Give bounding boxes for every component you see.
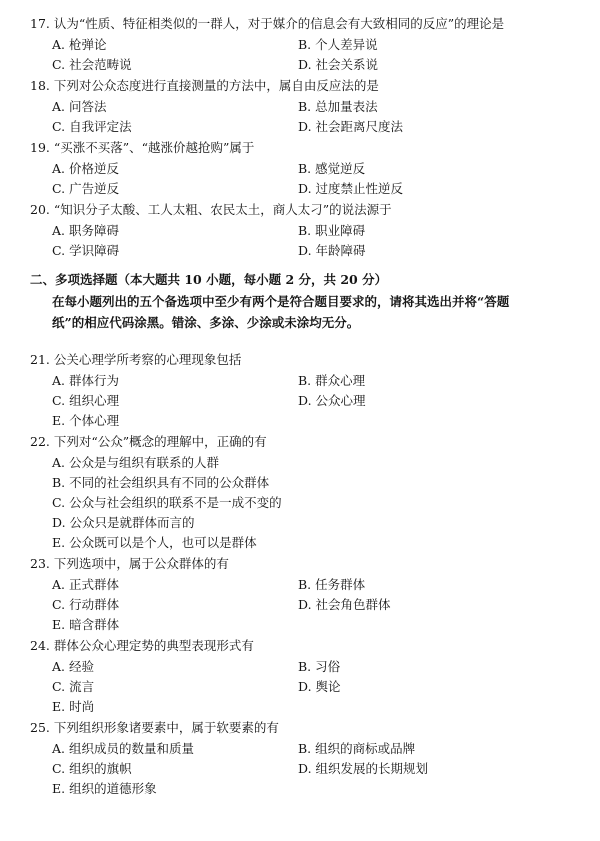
question-18-stem: 18. 下列对公众态度进行直接测量的方法中，属自由反应法的是 (30, 78, 379, 93)
question-22-option-a: A. 公众是与组织有联系的人群 (52, 455, 219, 470)
question-19-option-a: A. 价格逆反 (52, 161, 119, 176)
section-2-instruction-line-2: 纸”的相应代码涂黑。错涂、多涂、少涂或未涂均无分。 (52, 315, 360, 330)
question-23-option-a: A. 正式群体 (52, 577, 119, 592)
question-20-stem: 20. “知识分子太酸、工人太粗、农民太土，商人太刁”的说法源于 (30, 202, 392, 217)
section-2-instruction-line-1: 在每小题列出的五个备选项中至少有两个是符合题目要求的，请将其选出并将“答题 (52, 294, 510, 309)
question-25-option-e: E. 组织的道德形象 (52, 781, 157, 796)
question-23-option-d: D. 社会角色群体 (298, 597, 391, 612)
question-23-option-e: E. 暗含群体 (52, 617, 120, 632)
question-24-option-a: A. 经验 (52, 659, 94, 674)
question-20-option-a: A. 职务障碍 (52, 223, 119, 238)
question-25-option-b: B. 组织的商标或品牌 (298, 741, 416, 756)
question-22-option-d: D. 公众只是就群体而言的 (52, 515, 195, 530)
question-17-option-c: C. 社会范畴说 (52, 57, 132, 72)
question-22-option-b: B. 不同的社会组织具有不同的公众群体 (52, 475, 270, 490)
question-24-option-e: E. 时尚 (52, 699, 95, 714)
question-17-option-d: D. 社会关系说 (298, 57, 379, 72)
question-18-option-c: C. 自我评定法 (52, 119, 132, 134)
question-25-option-d: D. 组织发展的长期规划 (298, 761, 429, 776)
question-21-option-c: C. 组织心理 (52, 393, 120, 408)
question-19-option-b: B. 感觉逆反 (298, 161, 366, 176)
question-18-option-b: B. 总加量表法 (298, 99, 378, 114)
question-25-stem: 25. 下列组织形象诸要素中，属于软要素的有 (30, 720, 279, 735)
question-23-option-c: C. 行动群体 (52, 597, 120, 612)
question-17-option-a: A. 枪弹论 (52, 37, 107, 52)
question-24-stem: 24. 群体公众心理定势的典型表现形式有 (30, 638, 254, 653)
question-21-option-e: E. 个体心理 (52, 413, 120, 428)
question-21-option-d: D. 公众心理 (298, 393, 366, 408)
question-18-option-a: A. 问答法 (52, 99, 107, 114)
question-22-option-c: C. 公众与社会组织的联系不是一成不变的 (52, 495, 282, 510)
question-19-option-c: C. 广告逆反 (52, 181, 120, 196)
question-22-stem: 22. 下列对“公众”概念的理解中，正确的有 (30, 434, 267, 449)
question-25-option-c: C. 组织的旗帜 (52, 761, 132, 776)
question-20-option-d: D. 年龄障碍 (298, 243, 366, 258)
question-24-option-c: C. 流言 (52, 679, 95, 694)
question-21-option-a: A. 群体行为 (52, 373, 119, 388)
question-19-stem: 19. “买涨不买落”、“越涨价越抢购”属于 (30, 140, 255, 155)
section-2-title: 二、多项选择题（本大题共 10 小题，每小题 2 分，共 20 分） (30, 272, 388, 287)
question-25-option-a: A. 组织成员的数量和质量 (52, 741, 194, 756)
question-23-option-b: B. 任务群体 (298, 577, 366, 592)
question-21-option-b: B. 群众心理 (298, 373, 366, 388)
question-18-option-d: D. 社会距离尺度法 (298, 119, 404, 134)
question-17-option-b: B. 个人差异说 (298, 37, 378, 52)
question-19-option-d: D. 过度禁止性逆反 (298, 181, 404, 196)
question-20-option-c: C. 学识障碍 (52, 243, 120, 258)
question-20-option-b: B. 职业障碍 (298, 223, 366, 238)
question-22-option-e: E. 公众既可以是个人，也可以是群体 (52, 535, 257, 550)
question-21-stem: 21. 公关心理学所考察的心理现象包括 (30, 352, 242, 367)
question-17-stem: 17. 认为“性质、特征相类似的一群人，对于媒介的信息会有大致相同的反应”的理论是 (30, 16, 505, 31)
question-24-option-b: B. 习俗 (298, 659, 341, 674)
question-23-stem: 23. 下列选项中，属于公众群体的有 (30, 556, 229, 571)
question-24-option-d: D. 舆论 (298, 679, 341, 694)
